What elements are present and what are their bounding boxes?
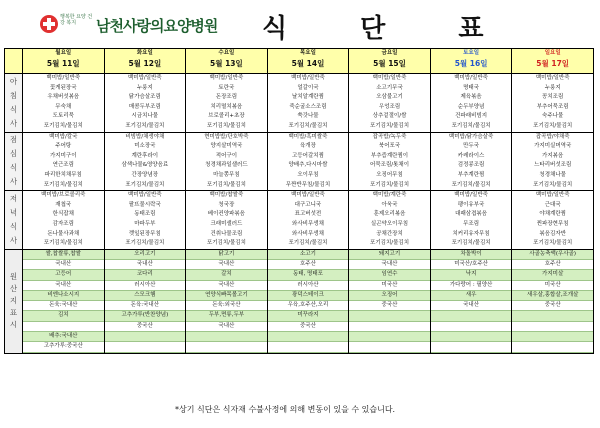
menu-item: 가지볶음: [542, 152, 564, 159]
menu-item: 잡곡밥/녹두죽: [372, 133, 407, 140]
origin-entry: 비엔나소시지: [23, 291, 104, 301]
menu-item: 포기김치/물김치: [451, 240, 491, 247]
menu-item: 포기김치/물김치: [370, 122, 410, 129]
day-header: [186, 49, 268, 74]
origin-entry: 국내산: [349, 260, 430, 270]
menu-item: 고등어갈치찜: [292, 152, 324, 159]
menu-item: 백미밥/일반죽: [127, 75, 162, 81]
meal-label-char: 침: [9, 90, 18, 100]
menu-item: 백미밥/흑미쌀죽: [288, 133, 328, 140]
day-header: [349, 49, 431, 74]
origin-entry: 닭고기: [186, 250, 267, 260]
menu-item: 삼색나물&영양음료: [121, 162, 169, 169]
origin-entry: [512, 332, 593, 342]
menu-item: 표고버섯전: [294, 211, 322, 218]
menu-cell: [104, 191, 186, 250]
origin-entry: [105, 342, 186, 352]
meal-label: [5, 74, 23, 133]
menu-item: 포기김치/물김치: [288, 122, 328, 129]
origin-entry: 우육,호주산,오리: [268, 301, 349, 311]
menu-cell: [267, 191, 349, 250]
menu-item: 오삼불고기: [376, 94, 403, 101]
origin-cell: [186, 249, 268, 353]
menu-item: 감자조림: [52, 220, 74, 227]
menu-cell: [23, 74, 105, 133]
menu-item: 죽순굴소스조림: [289, 103, 327, 110]
cross-icon: [40, 15, 58, 33]
menu-item: 백미밥/일반죽: [454, 192, 488, 199]
menu-item: 우채버섯볶음: [47, 94, 80, 101]
menu-item: 토란국: [218, 84, 235, 91]
day-name: 일요일: [544, 50, 561, 56]
origin-entry: 돈육:국내산: [105, 301, 186, 311]
origin-entry: 쌀,찹쌀류,찹쌀: [23, 250, 104, 260]
menu-cell: [186, 74, 268, 133]
menu-item: 야채계란찜: [539, 211, 566, 218]
menu-item: 가지미구이: [49, 152, 77, 159]
menu-item: 포기김치/물김치: [125, 181, 165, 188]
menu-item: 근대국: [544, 201, 561, 208]
origin-entry: 사골농축액(우사골): [512, 250, 593, 260]
corner-cell: [5, 49, 23, 74]
menu-item: 재첩국: [55, 201, 72, 208]
menu-item: 동태조림: [134, 211, 156, 218]
menu-item: 건취나물조림: [210, 230, 243, 237]
origin-entry: [431, 322, 512, 332]
origin-entry: 배추:국내산: [23, 332, 104, 342]
menu-item: 무숙채: [55, 103, 72, 110]
menu-item: 팥뜨물시락국: [128, 201, 161, 208]
origin-entry: 미국산: [349, 281, 430, 291]
menu-item: 백미밥/일반죽: [291, 75, 325, 81]
origin-entry: 중국산: [349, 301, 430, 311]
menu-item: 백미밥/브로콜리죽: [41, 192, 86, 199]
origin-entry: 중국산: [268, 322, 349, 332]
origin-entry: [512, 322, 593, 332]
menu-item: 순두부양념: [457, 103, 485, 110]
menu-item: 도토리묵: [52, 113, 74, 120]
menu-item: 오징어무침: [376, 171, 403, 178]
menu-item: 백미밥/일반죽: [291, 192, 325, 199]
meal-label-char: 사: [9, 118, 18, 128]
day-name: 금요일: [381, 50, 398, 56]
origin-label: [5, 249, 23, 353]
menu-item: 양지살미역국: [210, 143, 243, 150]
meal-label-char: 점: [9, 135, 18, 145]
day-header-row: [5, 49, 594, 74]
menu-item: 닭가슴살조림: [128, 94, 161, 101]
origin-cell: [512, 249, 594, 353]
origin-entry: 미꾸라지: [268, 311, 349, 321]
menu-item: 훈제오리볶음: [373, 211, 406, 218]
origin-entry: 미국산/호주산: [431, 260, 512, 270]
menu-cell: [104, 74, 186, 133]
origin-cell: [349, 249, 431, 353]
menu-item: 명태국: [463, 84, 480, 91]
origin-entry: [23, 322, 104, 332]
menu-item: 와사비무생채: [292, 230, 324, 237]
origin-entry: [349, 311, 430, 321]
day-name: 토요일: [463, 50, 480, 56]
menu-table: [4, 48, 594, 354]
origin-cell: [267, 249, 349, 353]
meal-label: [5, 132, 23, 191]
day-header: [104, 49, 186, 74]
hospital-logo: [40, 12, 230, 38]
day-header: [512, 49, 594, 74]
menu-item: 깻잎된장무침: [128, 230, 161, 237]
menu-item: 상추겉절이/쌈: [372, 113, 407, 120]
meal-label-char: 심: [9, 149, 18, 159]
origin-label-char: 시: [9, 320, 18, 330]
menu-item: 시금치나물: [131, 113, 159, 120]
origin-entry: 국내산: [186, 260, 267, 270]
origin-entry: 호주산: [512, 260, 593, 270]
menu-item: 육개장: [299, 143, 316, 150]
menu-item: 포기김치/물김치: [206, 181, 246, 188]
origin-row: [5, 249, 594, 353]
origin-entry: 중국산: [105, 322, 186, 332]
menu-item: 연근조림: [52, 162, 74, 169]
menu-item: 무조림: [463, 220, 480, 227]
menu-item: 부추어묵조림: [536, 103, 569, 110]
day-name: 월요일: [55, 50, 72, 56]
footnote: *상기 식단은 식자재 수불사정에 의해 변동이 있을 수 있습니다.: [175, 405, 396, 414]
day-header: [430, 49, 512, 74]
meal-row: [5, 132, 594, 191]
origin-entry: 러시아산: [268, 281, 349, 291]
menu-item: 포기김치/물김치: [206, 122, 246, 129]
day-date: 5월 15일: [373, 58, 406, 68]
menu-item: 어묵조림/톳채이: [370, 162, 410, 169]
day-name: 수요일: [218, 50, 235, 56]
menu-item: 검정콩조림: [457, 162, 485, 169]
menu-item: 백미밥/일반죽: [535, 75, 570, 81]
day-date: 5월 16일: [454, 58, 488, 68]
day-name: 화요일: [136, 50, 153, 56]
origin-entry: 오리고기: [105, 250, 186, 260]
meal-label-char: 녁: [9, 207, 18, 217]
menu-item: 청경채과일샐러드: [205, 162, 248, 169]
logo-slogan: 행복한 요양 건강 복지: [60, 14, 93, 26]
origin-entry: 러시아산: [105, 281, 186, 291]
origin-entry: 갈치: [186, 270, 267, 280]
origin-entry: 미국산: [512, 281, 593, 291]
origin-label-char: 원: [9, 272, 18, 282]
menu-cell: [512, 132, 594, 191]
day-header: [23, 49, 105, 74]
menu-item: 돈장조림: [215, 94, 238, 101]
origin-entry: 오징어: [349, 291, 430, 301]
menu-item: 백미밥/일반죽: [46, 75, 81, 81]
menu-item: 백미밥/일반죽: [372, 75, 407, 81]
origin-entry: 국내산: [431, 301, 512, 311]
origin-entry: 고추가루:중국산: [23, 342, 104, 352]
menu-item: 대구고니국: [294, 201, 322, 208]
origin-entry: 연양식빠목볼고기: [186, 291, 267, 301]
menu-cell: [23, 132, 105, 191]
meal-row: [5, 191, 594, 250]
menu-item: 백미밥/찹쌀죽: [209, 192, 244, 199]
menu-item: 건파래비빔지: [455, 113, 488, 120]
origin-entry: 국내산: [23, 281, 104, 291]
origin-entry: [431, 311, 512, 321]
menu-item: 카레라이스: [457, 152, 485, 159]
origin-entry: 광덕스테이크: [268, 291, 349, 301]
menu-cell: [512, 74, 594, 133]
menu-item: 가지미실머역국: [534, 143, 572, 150]
menu-item: 누룽지: [544, 84, 561, 91]
origin-entry: [431, 332, 512, 342]
origin-entry: [349, 322, 430, 332]
meal-label-char: 저: [9, 193, 18, 203]
menu-item: 백미밥/일반죽: [127, 192, 162, 199]
menu-item: 포기김치/물김치: [451, 122, 491, 129]
menu-cell: [23, 191, 105, 250]
origin-entry: 돼지고기: [349, 250, 430, 260]
meal-label: [5, 191, 23, 250]
menu-item: 쑥갓나물: [297, 113, 319, 120]
meal-label-char: 아: [9, 76, 18, 86]
menu-item: 우엉조림: [378, 103, 401, 110]
menu-item: 계란후라이: [131, 152, 159, 159]
menu-item: 마파두부: [134, 220, 156, 227]
page-title: 식 단 표: [262, 14, 516, 44]
day-date: 5월 13일: [210, 58, 243, 68]
menu-item: 크래미샐러드: [210, 220, 243, 227]
menu-item: 포기김치/물김치: [206, 240, 246, 247]
menu-cell: [349, 132, 431, 191]
origin-entry: [186, 332, 267, 342]
menu-item: 백미밥/일반죽: [535, 192, 570, 199]
origin-cell: [430, 249, 512, 353]
origin-entry: 국내산: [23, 260, 104, 270]
menu-item: 마늘쫑무침: [213, 171, 240, 178]
origin-entry: [512, 342, 593, 352]
origin-entry: 스모크햄: [105, 291, 186, 301]
menu-item: 포기김치/물김치: [43, 122, 83, 129]
origin-entry: 새우: [431, 291, 512, 301]
menu-item: 양배추,다시마쌈: [288, 162, 328, 169]
meal-label-char: 사: [9, 235, 18, 245]
menu-item: 포기김치/물김치: [125, 122, 165, 129]
origin-entry: 낙지: [431, 270, 512, 280]
origin-entry: 돈육:국내산: [23, 301, 104, 311]
origin-entry: 국내산: [105, 260, 186, 270]
menu-item: 대패삼겹볶음: [455, 211, 488, 218]
menu-item: 포기김치/물김치: [451, 181, 491, 188]
menu-cell: [267, 132, 349, 191]
origin-entry: 가지미살: [512, 270, 593, 280]
menu-item: 돈나물사과채: [47, 230, 80, 237]
menu-item: 만두국: [463, 143, 480, 150]
origin-cell: [104, 249, 186, 353]
origin-label-char: 산: [9, 284, 18, 294]
menu-item: 포기김치/물김치: [288, 240, 328, 247]
menu-item: 날치알계란찜: [292, 94, 324, 101]
menu-item: 실곤약오이무침: [370, 220, 409, 227]
hospital-name: 남천사랑의요양병원: [96, 17, 218, 35]
menu-item: 포기김치/물김치: [533, 122, 573, 129]
menu-item: 포기김치/물김치: [370, 240, 410, 247]
origin-entry: 차돌박이: [431, 250, 512, 260]
meal-label-char: 식: [9, 221, 18, 231]
menu-item: 파리한치채무침: [44, 171, 82, 178]
header: [0, 0, 600, 44]
menu-cell: [430, 191, 512, 250]
origin-label-char: 지: [9, 296, 18, 306]
menu-item: 포기김치/물김치: [125, 240, 165, 247]
menu-item: 팽이유부국: [457, 201, 485, 208]
menu-item: 백미밥/일반죽: [209, 75, 244, 81]
meal-label-char: 사: [9, 177, 18, 187]
meal-label-char: 식: [9, 163, 18, 173]
menu-cell: [512, 191, 594, 250]
menu-item: 백미밥/칼국: [49, 133, 78, 140]
origin-entry: 동태, 명태포: [268, 270, 349, 280]
menu-item: 치리멸치볶음: [210, 103, 243, 110]
menu-cell: [104, 132, 186, 191]
menu-item: 백미밥/계란죽: [372, 192, 407, 199]
meal-row: [5, 74, 594, 133]
menu-item: 현미밥밥/단호박죽: [204, 133, 249, 140]
origin-entry: 돈육:외국산: [186, 301, 267, 311]
day-name: 목요일: [299, 50, 316, 56]
menu-item: 포기김치/물김치: [43, 181, 83, 188]
menu-item: 간장양념장: [131, 171, 159, 178]
origin-cell: [23, 249, 105, 353]
menu-cell: [267, 74, 349, 133]
menu-item: 브로콜리+초장: [208, 113, 245, 120]
menu-item: 느타리버섯조림: [534, 162, 572, 169]
menu-item: 비빔밥/채생야채: [125, 133, 165, 140]
day-date: 5월 12일: [128, 58, 162, 68]
origin-entry: 두부,면류,두부: [186, 311, 267, 321]
menu-item: 숙주나물: [542, 113, 564, 120]
origin-entry: 소고기: [268, 250, 349, 260]
origin-label-char: 표: [9, 308, 18, 318]
menu-item: 포기김치/물김치: [370, 181, 410, 188]
day-header: [267, 49, 349, 74]
day-date: 5월 14일: [291, 58, 325, 68]
origin-entry: 중국산: [512, 301, 593, 311]
menu-item: 제육볶음: [460, 94, 482, 101]
menu-item: 포기김치/물김치: [533, 181, 573, 188]
menu-item: 적어구이: [215, 152, 238, 159]
menu-item: 주어탕: [55, 143, 72, 150]
menu-item: 포기김치/물김치: [43, 240, 83, 247]
origin-entry: 가다랑어 : 필양산: [431, 281, 512, 291]
menu-item: 베이컨양파볶음: [207, 211, 245, 218]
menu-item: 청국장: [218, 201, 235, 208]
origin-entry: 고추가루(반찬양념): [105, 311, 186, 321]
origin-entry: 호주산: [268, 260, 349, 270]
menu-item: 백미밥/일반죽: [454, 75, 488, 81]
origin-entry: [268, 332, 349, 342]
menu-item: 무짠반무침/물김치: [285, 181, 331, 188]
menu-item: 소고기무국: [376, 84, 403, 91]
menu-item: 백미밥/닭가슴살죽: [448, 133, 494, 140]
menu-item: 볶음김자반: [539, 230, 566, 237]
menu-cell: [186, 132, 268, 191]
origin-entry: 김치: [23, 311, 104, 321]
meal-label-char: 식: [9, 104, 18, 114]
menu-cell: [430, 132, 512, 191]
menu-item: 치커리유자무침: [452, 230, 490, 237]
menu-cell: [186, 191, 268, 250]
menu-cell: [430, 74, 512, 133]
origin-entry: 임연수: [349, 270, 430, 280]
origin-entry: 새우살,홍합살,조개살: [512, 291, 593, 301]
origin-entry: 코다리: [105, 270, 186, 280]
menu-item: 꽁치조림: [542, 94, 564, 101]
origin-entry: [105, 332, 186, 342]
menu-item: 오이무침: [297, 171, 319, 178]
menu-item: 찐파장현무침: [536, 220, 569, 227]
origin-entry: [512, 311, 593, 321]
menu-item: 잡곡밥/야채죽: [535, 133, 570, 140]
menu-item: 부추계란찜: [457, 171, 485, 178]
menu-item: 공채간장치: [376, 230, 403, 237]
origin-entry: 국내산: [186, 281, 267, 291]
menu-item: 한식잡채: [52, 211, 74, 218]
menu-item: 와사비무생채: [292, 220, 324, 227]
menu-cell: [349, 74, 431, 133]
menu-item: 미소장국: [134, 143, 156, 150]
day-date: 5월 17일: [536, 58, 570, 68]
origin-entry: [186, 342, 267, 352]
menu-cell: [349, 191, 431, 250]
menu-item: 얼갈이국: [297, 84, 319, 91]
origin-entry: [268, 342, 349, 352]
menu-item: 부추즙계란찜이: [370, 152, 409, 159]
menu-item: 매콤두부조림: [128, 103, 161, 110]
menu-item: 꽃게된장국: [49, 84, 77, 91]
menu-item: 포기김치/물김치: [533, 240, 573, 247]
origin-entry: 고등어: [23, 270, 104, 280]
menu-item: 아욱국: [381, 201, 398, 208]
menu-item: 누룽지: [136, 84, 153, 91]
origin-entry: [431, 342, 512, 352]
menu-item: 북어포국: [378, 143, 401, 150]
origin-entry: [349, 332, 430, 342]
menu-item: 청경채나물: [539, 171, 566, 178]
origin-entry: 국내산: [186, 322, 267, 332]
origin-entry: [349, 342, 430, 352]
day-date: 5월 11일: [46, 58, 80, 68]
